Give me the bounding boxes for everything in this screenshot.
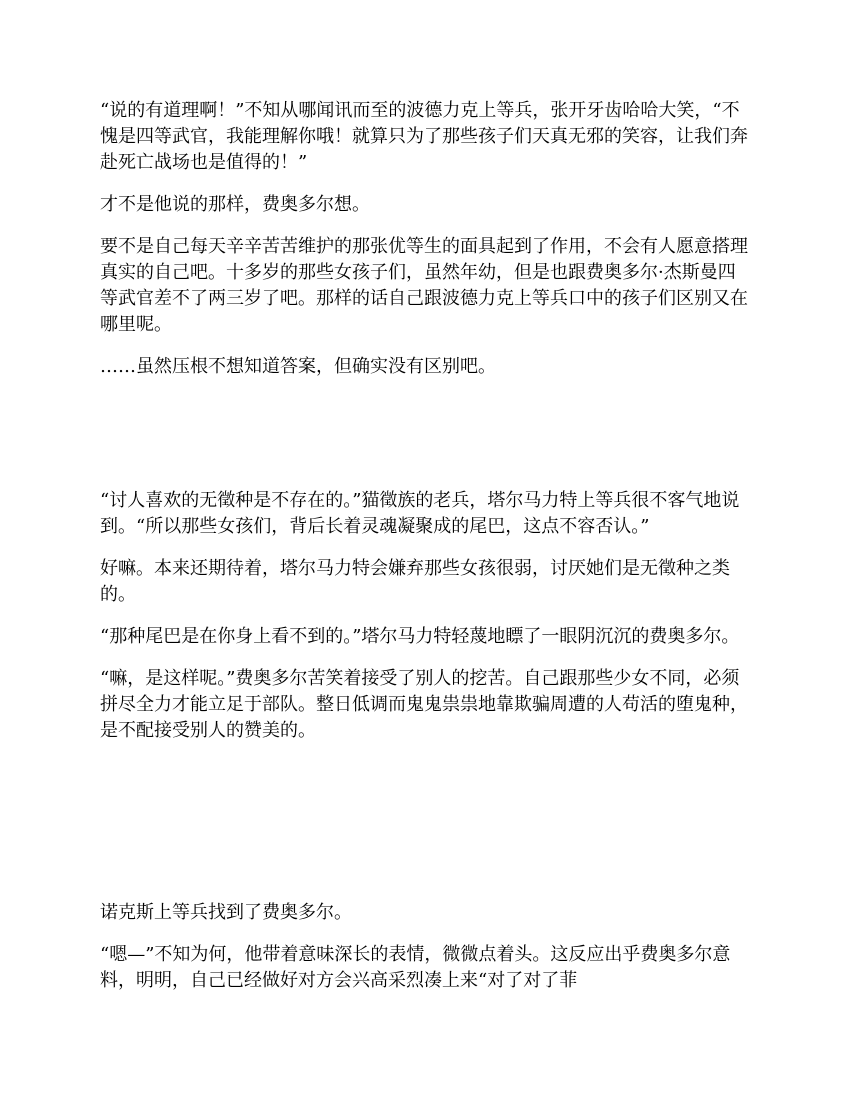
text-section-2 xyxy=(100,488,750,760)
paragraph: “嘛，是这样呢。”费奥多尔苦笑着接受了别人的挖苦。自己跟那些少女不同，必须拼尽全力才能立足于部队。整日低调而鬼鬼祟祟地靠欺骗周遭的人苟活的堕鬼种，是不配接受别人的赞美的。 xyxy=(100,668,748,741)
text-section-1 xyxy=(100,98,750,396)
paragraph: 诺克斯上等兵找到了费奥多尔。 xyxy=(100,902,352,923)
paragraph: “讨人喜欢的无徵种是不存在的。”猫徵族的老兵，塔尔马力特上等兵很不客气地说到。“所以那些女孩们，背后长着灵魂凝聚成的尾巴，这点不容否认。” xyxy=(100,490,740,537)
text-section-3 xyxy=(100,900,750,1010)
paragraph: 要不是自己每天辛辛苦苦维护的那张优等生的面具起到了作用，不会有人愿意搭理真实的自己吧。十多岁的那些女孩子们，虽然年幼，但是也跟费奥多尔·杰斯曼四等武官差不了两三岁了吧。那样的话自己跟波德力克上等兵口中的孩子们区别又在哪里呢。 xyxy=(100,236,748,335)
paragraph: “那种尾巴是在你身上看不到的。”塔尔马力特轻蔑地瞟了一眼阴沉沉的费奥多尔。 xyxy=(100,626,740,647)
paragraph: 才不是他说的那样，费奥多尔想。 xyxy=(100,194,370,215)
paragraph: 好嘛。本来还期待着，塔尔马力特会嫌弃那些女孩很弱，讨厌她们是无徵种之类的。 xyxy=(100,558,730,605)
paragraph: “说的有道理啊！”不知从哪闻讯而至的波德力克上等兵，张开牙齿哈哈大笑，“不愧是四等武官，我能理解你哦！就算只为了那些孩子们天真无邪的笑容，让我们奔赴死亡战场也是值得的！” xyxy=(100,100,748,173)
paragraph: ……虽然压根不想知道答案，但确实没有区别吧。 xyxy=(100,356,496,377)
paragraph: “嗯—”不知为何，他带着意味深长的表情，微微点着头。这反应出乎费奥多尔意料，明明，自己已经做好对方会兴高采烈凑上来“对了对了菲 xyxy=(100,944,731,991)
